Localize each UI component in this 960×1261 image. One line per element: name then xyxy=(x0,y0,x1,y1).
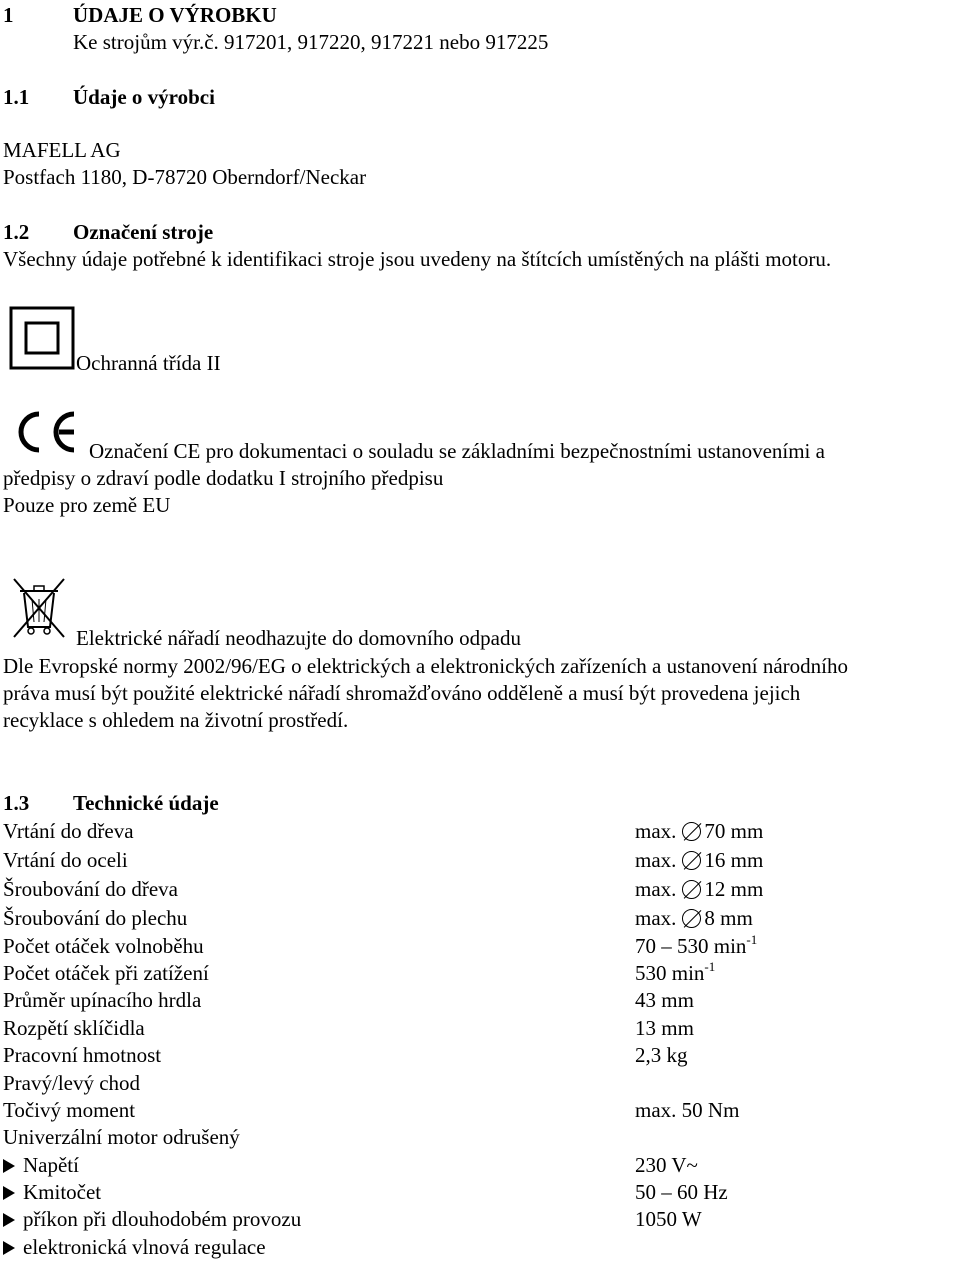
spec-label: Pravý/levý chod xyxy=(3,1071,141,1095)
spec-value: 230 V~ xyxy=(635,1153,698,1177)
spec-row xyxy=(3,987,953,1014)
diameter-icon xyxy=(682,880,701,899)
spec-value: max. 16 mm xyxy=(635,848,764,872)
spec-row xyxy=(3,1206,953,1233)
bullet-arrow-icon xyxy=(3,1213,15,1227)
spec-row xyxy=(3,1097,953,1124)
section-1-3-title: Technické údaje xyxy=(73,791,219,815)
diameter-icon xyxy=(682,909,701,928)
spec-row xyxy=(3,960,953,987)
spec-value: max. 50 Nm xyxy=(635,1098,740,1122)
spec-value: max. 8 mm xyxy=(635,906,753,930)
spec-value: 43 mm xyxy=(635,988,694,1012)
diameter-icon xyxy=(682,851,701,870)
weee-crossed-bin-icon xyxy=(10,575,68,641)
spec-row xyxy=(3,905,953,932)
spec-label: elektronická vlnová regulace xyxy=(3,1234,266,1261)
spec-value: 70 – 530 $\min^{-1}$ xyxy=(635,932,758,958)
manufacturer-name: MAFELL AG xyxy=(3,138,121,162)
section-1-2-intro: Všechny údaje potřebné k identifikaci stroje jsou uvedeny na štítcích umístěných na plášti motoru. xyxy=(3,247,832,271)
spec-value: 1050 W xyxy=(635,1207,702,1231)
spec-row xyxy=(3,876,953,903)
spec-row xyxy=(3,1124,953,1151)
spec-label: Šroubování do dřeva xyxy=(3,877,178,901)
section-1-2-title: Označení stroje xyxy=(73,220,214,244)
bullet-arrow-icon xyxy=(3,1159,15,1173)
spec-value: 50 – 60 Hz xyxy=(635,1180,728,1204)
weee-description-line-3: práva musí být použité elektrické nářadí shromažďováno odděleně a musí být provedena jejich xyxy=(3,681,801,705)
spec-row xyxy=(3,933,953,960)
spec-label: Rozpětí sklíčidla xyxy=(3,1016,145,1040)
ce-eu-only: Pouze pro země EU xyxy=(3,493,171,517)
spec-row xyxy=(3,1152,953,1179)
section-1-subtitle: Ke strojům výr.č. 917201, 917220, 917221 nebo 917225 xyxy=(73,30,549,54)
spec-label: Univerzální motor odrušený xyxy=(3,1125,240,1149)
spec-label: Kmitočet xyxy=(3,1179,101,1206)
spec-value: 530 $\min^{-1}$ xyxy=(635,959,716,985)
spec-label: Průměr upínacího hrdla xyxy=(3,988,202,1012)
spec-label: Pracovní hmotnost xyxy=(3,1043,162,1067)
spec-row xyxy=(3,818,953,845)
spec-value: 2,3 kg xyxy=(635,1043,688,1067)
spec-label: Vrtání do dřeva xyxy=(3,819,134,843)
section-1-2-number: 1.2 xyxy=(3,220,30,244)
spec-label: Napětí xyxy=(3,1152,79,1179)
section-1-1-number: 1.1 xyxy=(3,85,30,109)
spec-label: příkon při dlouhodobém provozu xyxy=(3,1206,301,1233)
spec-label: Točivý moment xyxy=(3,1098,136,1122)
ce-description-line-2: předpisy o zdraví podle dodatku I strojního předpisu xyxy=(3,466,444,490)
spec-row xyxy=(3,1070,953,1097)
spec-value: max. 12 mm xyxy=(635,877,764,901)
manufacturer-address: Postfach 1180, D-78720 Oberndorf/Neckar xyxy=(3,165,367,189)
spec-row xyxy=(3,847,953,874)
section-1-1-title: Údaje o výrobci xyxy=(73,85,215,109)
spec-label: Počet otáček volnoběhu xyxy=(3,934,204,958)
spec-row xyxy=(3,1234,953,1261)
section-1-number: 1 xyxy=(3,3,14,27)
spec-label: Počet otáček při zatížení xyxy=(3,961,209,985)
bullet-arrow-icon xyxy=(3,1186,15,1200)
protection-class-label: Ochranná třída II xyxy=(76,351,221,375)
spec-value: max. 70 mm xyxy=(635,819,764,843)
weee-description-line-4: recyklace s ohledem na životní prostředí. xyxy=(3,708,349,732)
ce-mark-icon xyxy=(12,408,78,456)
spec-row xyxy=(3,1179,953,1206)
spec-row xyxy=(3,1042,953,1069)
spec-row xyxy=(3,1015,953,1042)
spec-value: 13 mm xyxy=(635,1016,694,1040)
protection-class-ii-icon xyxy=(9,306,75,370)
weee-description-line-2: Dle Evropské normy 2002/96/EG o elektrických a elektronických zařízeních a ustanovení národního xyxy=(3,654,848,678)
section-1-title: ÚDAJE O VÝROBKU xyxy=(73,3,277,27)
section-1-3-number: 1.3 xyxy=(3,791,30,815)
ce-description-line-1: Označení CE pro dokumentaci o souladu se základními bezpečnostními ustanoveními a xyxy=(89,439,825,463)
diameter-icon xyxy=(682,822,701,841)
bullet-arrow-icon xyxy=(3,1241,15,1255)
spec-label: Vrtání do oceli xyxy=(3,848,128,872)
spec-label: Šroubování do plechu xyxy=(3,906,188,930)
weee-description-line-1: Elektrické nářadí neodhazujte do domovního odpadu xyxy=(76,626,521,650)
